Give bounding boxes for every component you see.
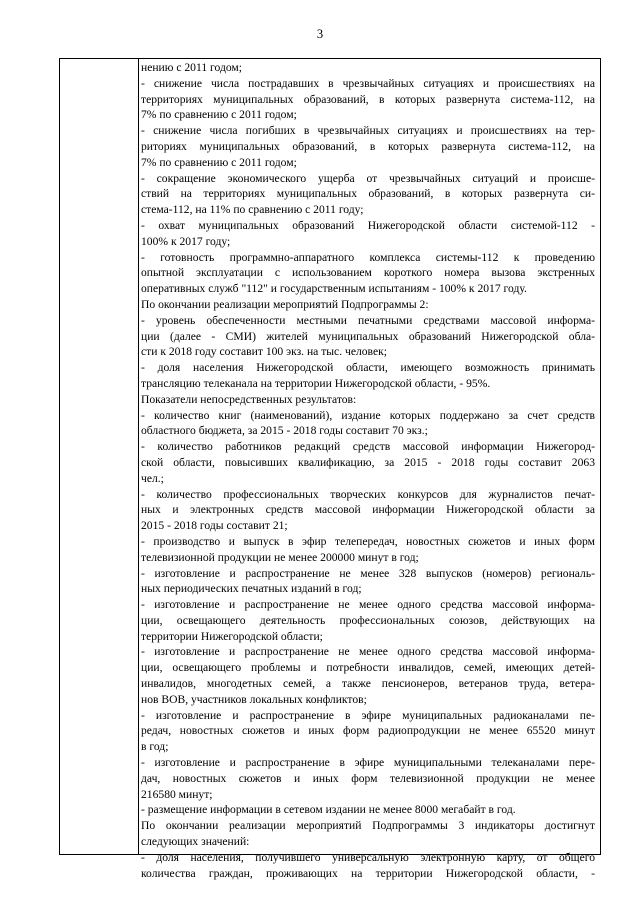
text-line: трансляцию телеканала на территории Нижегородской области, - 95%.: [141, 376, 491, 390]
text-line: - изготовление и распространение не менее одного средства массовой информа-: [141, 645, 595, 659]
text-line: ствий на территориях муниципальных образований, в которых развернута си-: [141, 187, 595, 201]
text-line: 216580 минут;: [141, 787, 213, 801]
document-table: [59, 58, 601, 880]
text-line: 7% по сравнению с 2011 годом;: [141, 108, 297, 122]
text-line: ции, освещающего деятельность профессиональных союзов, действующих на: [141, 613, 595, 627]
text-line: - производство и выпуск в эфир телепередач, новостных сюжетов и иных форм: [141, 534, 595, 548]
text-line: в год;: [141, 740, 169, 754]
text-line: - сокращение экономического ущерба от чрезвычайных ситуаций и происше-: [141, 171, 595, 185]
text-line: ской области, повысивших квалификацию, за 2015 - 2018 годы составит 2063: [141, 455, 595, 469]
text-line: По окончании реализации мероприятий Подпрограммы 3 индикаторы достигнут: [141, 819, 595, 833]
text-line: дач, новостных сюжетов и иных форм телевизионной продукции не менее: [141, 771, 595, 785]
text-line: - изготовление и распространение в эфире муниципальных радиоканалами пе-: [141, 708, 595, 722]
text-line: риториях муниципальных образований, в которых развернута система-112, на: [141, 139, 595, 153]
text-line: редач, новостных сюжетов и иных форм радиопродукции не менее 65520 минут: [141, 724, 595, 738]
text-line: - доля населения, получившего универсальную электронную карту, от общего: [141, 850, 595, 864]
text-line: - количество книг (наименований), издание которых поддержано за счет средств: [141, 408, 595, 422]
text-line: - размещение информации в сетевом издании не менее 8000 мегабайт в год.: [141, 803, 516, 817]
text-line: ных и электронных средств массовой информации Нижегородской области за: [141, 503, 595, 517]
text-line: ции, освещающего проблемы и потребности инвалидов, семей, имеющих детей-: [141, 661, 595, 675]
left-empty-cell: [60, 59, 138, 854]
text-line: 7% по сравнению с 2011 годом;: [141, 155, 297, 169]
text-line: - снижение числа пострадавших в чрезвычайных ситуациях и происшествиях на: [141, 76, 595, 90]
text-line: территориях муниципальных образований, в которых развернута система-112, на: [141, 92, 595, 106]
text-line: Показатели непосредственных результатов:: [141, 392, 357, 406]
text-line: - снижение числа погибших в чрезвычайных ситуациях и происшествиях на тер-: [141, 124, 595, 138]
text-line: стема-112, на 11% по сравнению с 2011 году;: [141, 203, 364, 217]
text-line: - количество работников редакций средств массовой информации Нижегород-: [141, 440, 595, 454]
page-number: 3: [316, 27, 324, 41]
text-line: нов ВОВ, участников локальных конфликтов;: [141, 692, 367, 706]
text-line: телевизионной продукции не менее 200000 минут в год;: [141, 550, 419, 564]
text-cell: [141, 60, 595, 881]
text-line: - готовность программно-аппаратного комплекса системы-112 к проведению: [141, 250, 595, 264]
text-line: - доля населения Нижегородской области, имеющего возможность принимать: [141, 361, 595, 375]
text-line: - охват муниципальных образований Нижегородской области системой-112 -: [141, 218, 595, 232]
text-line: 2015 - 2018 годы составит 21;: [141, 519, 288, 533]
text-line: сти к 2018 году составит 100 экз. на тыс. человек;: [141, 345, 387, 359]
text-line: - изготовление и распространение в эфире муниципальными телеканалами пере-: [141, 756, 595, 770]
text-line: оперативных служб "112" и государственным испытаниям - 100% к 2017 году.: [141, 282, 527, 296]
text-line: следующих значений:: [141, 835, 250, 849]
column-divider: [138, 59, 139, 854]
text-line: - изготовление и распространение не менее одного средства массовой информа-: [141, 598, 595, 612]
text-line: ции (далее - СМИ) жителей муниципальных образований Нижегородской обла-: [141, 329, 595, 343]
text-line: нению с 2011 годом;: [141, 61, 242, 74]
text-line: По окончании реализации мероприятий Подпрограммы 2:: [141, 297, 429, 311]
text-line: - уровень обеспеченности местными печатными средствами массовой информа-: [141, 313, 595, 327]
text-line: 100% к 2017 году;: [141, 234, 231, 248]
text-line: опытной эксплуатации с использованием короткого номера вызова экстренных: [141, 266, 595, 280]
text-line: ных периодических печатных изданий в год;: [141, 582, 362, 596]
text-line: инвалидов, многодетных семей, а также пенсионеров, ветеранов труда, ветера-: [141, 677, 595, 691]
text-line: - количество профессиональных творческих конкурсов для журналистов печат-: [141, 487, 595, 501]
text-line: чел.;: [141, 471, 164, 485]
text-line: - изготовление и распространение не менее 328 выпусков (номеров) региональ-: [141, 566, 595, 580]
text-line: количества граждан, проживающих на территории Нижегородской области, -: [141, 866, 595, 880]
text-line: территории Нижегородской области;: [141, 629, 323, 643]
text-line: областного бюджета, за 2015 - 2018 годы составит 70 экз.;: [141, 424, 428, 438]
